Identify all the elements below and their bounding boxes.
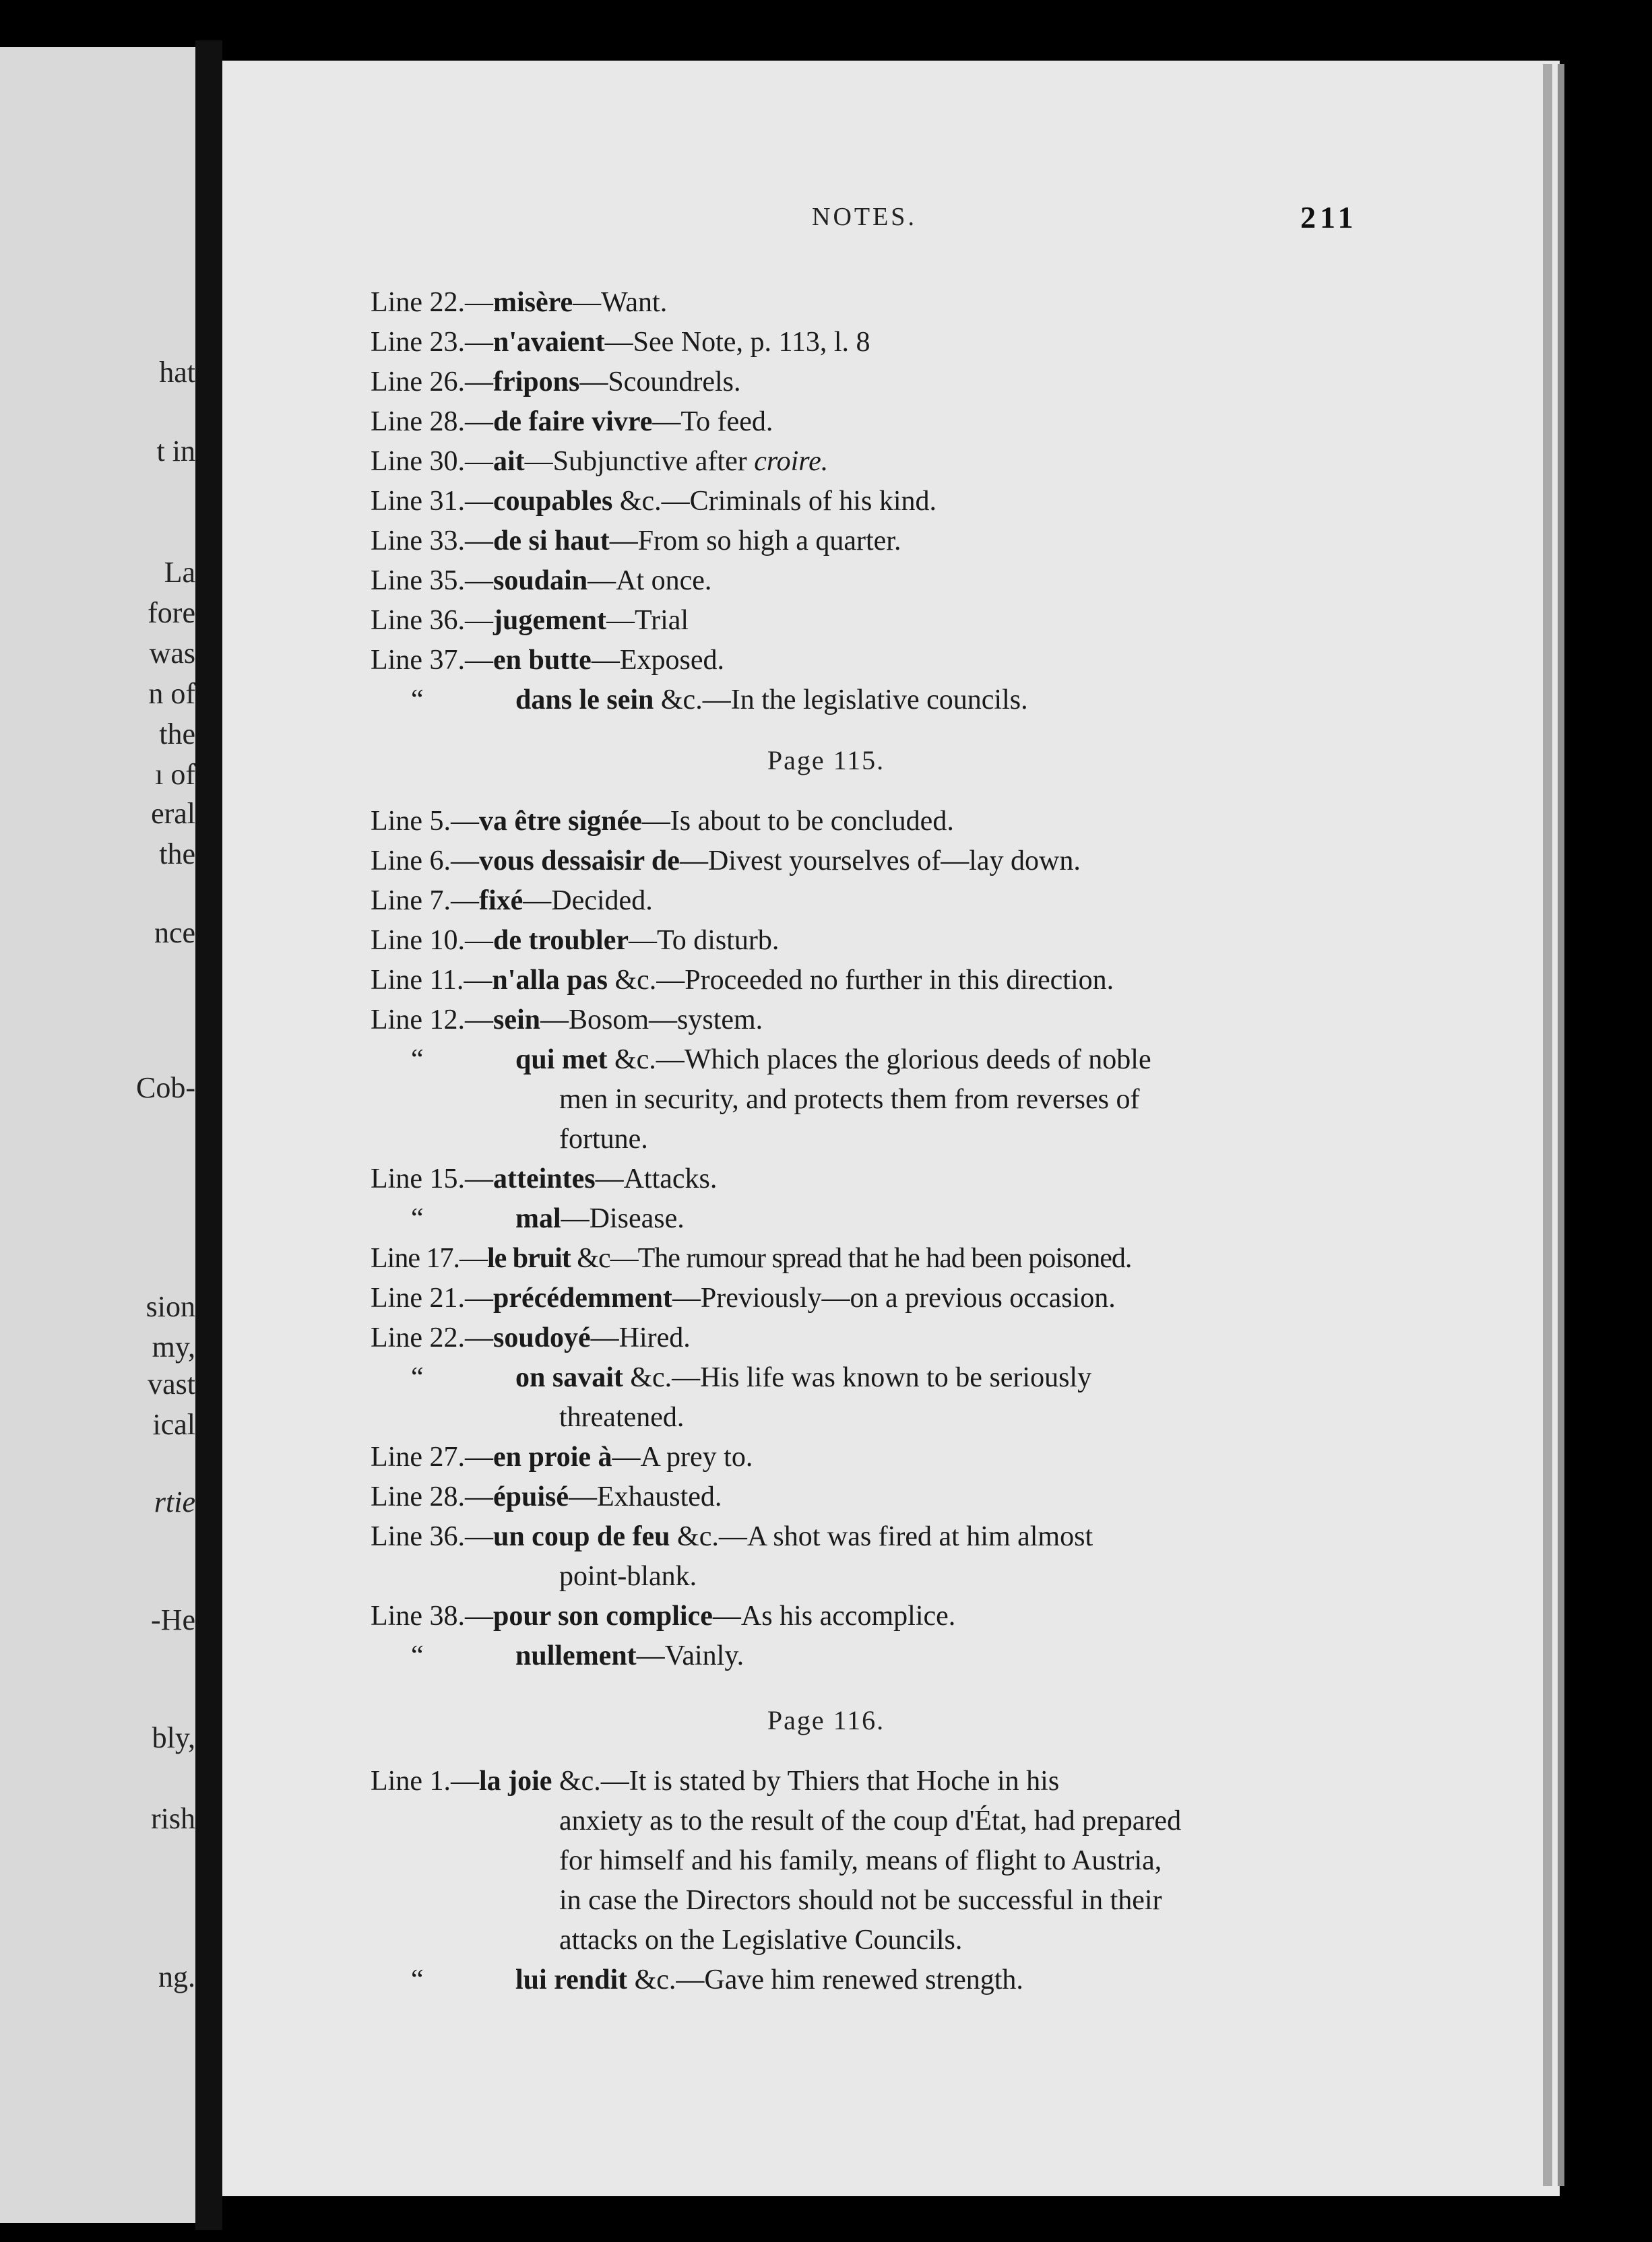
left-text-fragment: bly, [152, 1721, 195, 1754]
note-line: Line 28.—de faire vivre—To feed. [371, 406, 773, 437]
note-line: Line 17.—le bruit &c—The rumour spread that he had been poisoned. [371, 1243, 1132, 1274]
note-line-ditto: “ nullement—Vainly. [411, 1640, 744, 1671]
note-line: Line 36.—un coup de feu &c.—A shot was fired at him almost [371, 1521, 1093, 1552]
left-text-fragment: eral [151, 797, 195, 830]
note-line: Line 22.—misère—Want. [371, 287, 668, 318]
left-text-fragment: was [149, 637, 195, 670]
note-continuation: in case the Directors should not be successful in their [559, 1885, 1162, 1916]
left-text-fragment: the [159, 717, 195, 750]
note-line: Line 33.—de si haut—From so high a quarter. [371, 525, 901, 556]
left-text-fragment: the [159, 837, 195, 870]
note-line-ditto: “ dans le sein &c.—In the legislative councils. [411, 684, 1028, 715]
left-text-fragment: ical [152, 1408, 195, 1441]
page-edge [1543, 64, 1552, 2186]
left-text-fragment: -He [151, 1603, 195, 1636]
left-text-fragment: ı of [155, 758, 195, 791]
note-line-ditto: “ lui rendit &c.—Gave him renewed strength. [411, 1964, 1023, 1995]
left-text-fragment: ng. [158, 1960, 195, 1993]
note-line: Line 23.—n'avaient—See Note, p. 113, l. 8 [371, 327, 870, 358]
running-head: NOTES. [812, 203, 917, 231]
left-text-fragment: vast [148, 1368, 195, 1401]
note-line: Line 21.—précédemment—Previously—on a previous occasion. [371, 1283, 1116, 1314]
left-text-fragment: t in [156, 435, 195, 468]
note-continuation: anxiety as to the result of the coup d'État, had prepared [559, 1805, 1182, 1836]
note-line: Line 10.—de troubler—To disturb. [371, 925, 780, 956]
section-heading: Page 115. [767, 745, 885, 775]
note-line: Line 11.—n'alla pas &c.—Proceeded no further in this direction. [371, 965, 1114, 996]
note-line: Line 27.—en proie à—A prey to. [371, 1442, 753, 1473]
note-continuation: men in security, and protects them from reverses of [559, 1084, 1140, 1115]
note-line: Line 30.—ait—Subjunctive after croire. [371, 446, 829, 477]
note-continuation: fortune. [559, 1124, 648, 1155]
left-text-fragment: hat [159, 356, 195, 389]
left-text-fragment: n of [148, 677, 195, 710]
note-line: Line 5.—va être signée—Is about to be concluded. [371, 806, 954, 837]
page-number: 211 [1300, 200, 1358, 234]
left-text-fragment: rtie [154, 1485, 195, 1518]
left-text-fragment: fore [148, 596, 195, 629]
note-line: Line 12.—sein—Bosom—system. [371, 1004, 763, 1035]
left-text-fragment: nce [154, 916, 195, 949]
note-line: Line 1.—la joie &c.—It is stated by Thiers that Hoche in his [371, 1766, 1060, 1797]
note-line: Line 26.—fripons—Scoundrels. [371, 366, 741, 397]
page-edge [1558, 64, 1564, 2186]
left-text-fragment: my, [152, 1331, 195, 1364]
note-line: Line 35.—soudain—At once. [371, 565, 712, 596]
note-continuation: point-blank. [559, 1561, 697, 1592]
left-text-fragment: sion [146, 1290, 195, 1323]
note-continuation: attacks on the Legislative Councils. [559, 1925, 963, 1956]
left-text-fragment: rish [151, 1802, 195, 1835]
note-line: Line 22.—soudoyé—Hired. [371, 1322, 691, 1353]
note-line-ditto: “ mal—Disease. [411, 1203, 685, 1234]
note-line: Line 31.—coupables &c.—Criminals of his kind. [371, 486, 936, 517]
note-line: Line 38.—pour son complice—As his accomplice. [371, 1601, 956, 1632]
note-line-ditto: “ on savait &c.—His life was known to be seriously [411, 1362, 1092, 1393]
note-line: Line 36.—jugement—Trial [371, 605, 689, 636]
note-continuation: threatened. [559, 1402, 685, 1433]
book-gutter [195, 40, 222, 2230]
left-text-fragment: Cob- [136, 1071, 195, 1104]
note-line: Line 37.—en butte—Exposed. [371, 645, 724, 676]
section-heading: Page 116. [767, 1705, 885, 1735]
note-line: Line 15.—atteintes—Attacks. [371, 1163, 718, 1194]
left-text-fragment: La [164, 556, 195, 589]
note-continuation: for himself and his family, means of flight to Austria, [559, 1845, 1162, 1876]
note-line: Line 7.—fixé—Decided. [371, 885, 653, 916]
note-line: Line 28.—épuisé—Exhausted. [371, 1481, 722, 1512]
left-page-fragment [0, 47, 195, 2223]
note-line: Line 6.—vous dessaisir de—Divest yourselves of—lay down. [371, 845, 1081, 876]
note-line-ditto: “ qui met &c.—Which places the glorious deeds of noble [411, 1044, 1151, 1075]
